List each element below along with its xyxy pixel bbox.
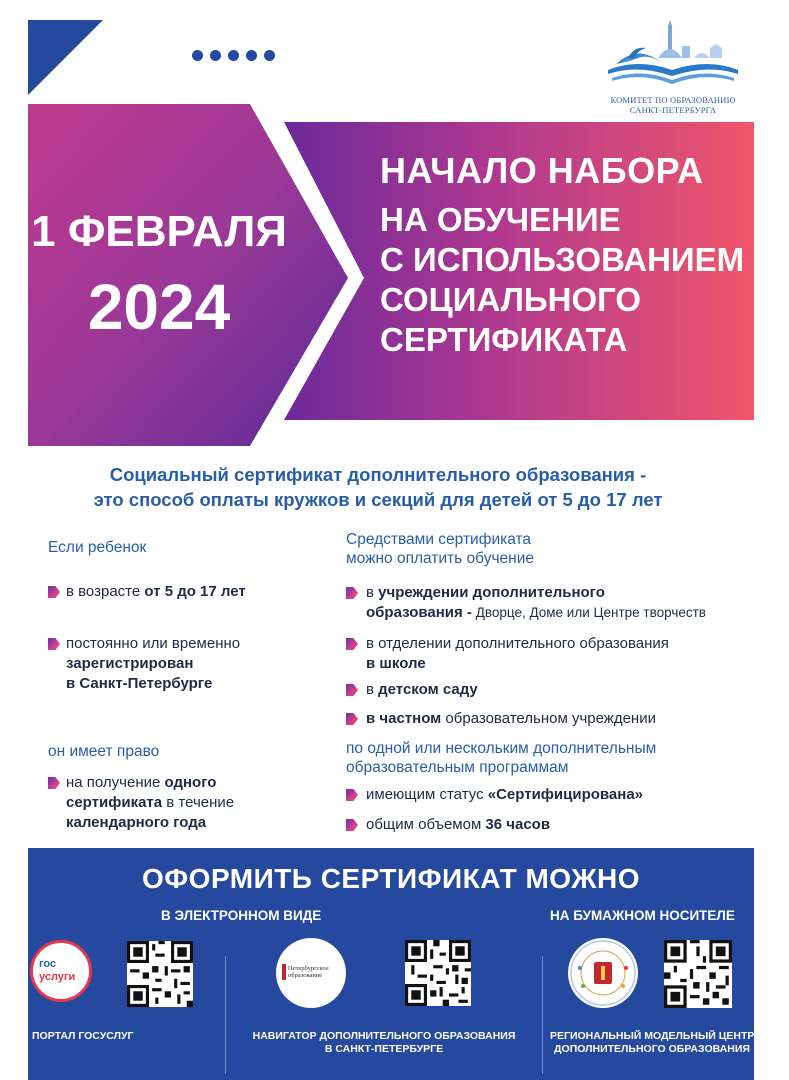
electronic-label: В ЭЛЕКТРОННОМ ВИДЕ <box>161 908 322 923</box>
divider <box>542 956 543 1074</box>
intro-line2: это способ оплаты кружков и секций для детей от 5 до 17 лет <box>93 489 663 510</box>
committee-name-line1: КОМИТЕТ ПО ОБРАЗОВАНИЮ <box>610 95 736 105</box>
caption-regional-center: РЕГИОНАЛЬНЫЙ МОДЕЛЬНЫЙ ЦЕНТР ДОПОЛНИТЕЛЬНОГО ОБРАЗОВАНИЯ <box>550 1030 754 1055</box>
right-item-private: в частном образовательном учреждении <box>366 710 656 727</box>
bullet-icon <box>48 777 60 789</box>
bullet-icon <box>346 638 358 650</box>
intro-text <box>48 462 708 512</box>
qr-code-regional-center[interactable] <box>664 940 732 1008</box>
right-item-school: в отделении дополнительного образования в школе <box>366 635 669 672</box>
register-title: ОФОРМИТЬ СЕРТИФИКАТ МОЖНО <box>141 863 640 894</box>
right-item-institution: в учреждении дополнительного образования - Дворце, Доме или Центре творчеств <box>366 584 706 621</box>
paper-label: НА БУМАЖНОМ НОСИТЕЛЕ <box>550 908 735 923</box>
caption-navigator: НАВИГАТОР ДОПОЛНИТЕЛЬНОГО ОБРАЗОВАНИЯ В САНКТ-ПЕТЕРБУРГЕ <box>252 1030 516 1055</box>
bullet-icon <box>346 819 358 831</box>
bullet-icon <box>346 587 358 599</box>
left-heading-if-child: Если ребенок <box>48 539 147 556</box>
gosuslugi-logo <box>30 940 92 1002</box>
gosuslugi-logo-line1: гос <box>39 958 57 970</box>
qr-code-navigator[interactable] <box>405 940 471 1006</box>
register-section <box>28 848 754 1080</box>
spb-logo-line1: Петербургское <box>288 965 329 972</box>
bullet-icon <box>346 684 358 696</box>
bullet-icon <box>346 789 358 801</box>
right-heading-programs: по одной или нескольким дополнительным образовательным программам <box>346 740 657 776</box>
bullet-icon <box>48 586 60 598</box>
intro-line1: Социальный сертификат дополнительного образования - <box>109 464 647 485</box>
left-item-age: в возрасте от 5 до 17 лет <box>66 583 246 600</box>
caption-gosuslugi: ПОРТАЛ ГОСУСЛУГ <box>32 1030 134 1042</box>
banner-heading-top: НАЧАЛО НАБОРА <box>380 150 704 191</box>
right-item-kindergarten: в детском саду <box>366 681 478 698</box>
right-heading-payment: Средствами сертификата можно оплатить обучение <box>346 531 534 567</box>
bullet-icon <box>346 713 358 725</box>
banner-heading-line2: С ИСПОЛЬЗОВАНИЕМ <box>380 241 745 278</box>
corner-triangle <box>28 20 103 95</box>
decor-dots <box>192 50 275 61</box>
bullet-icon <box>48 638 60 650</box>
left-item-certificate: на получение одного сертификата в течение календарного года <box>66 774 235 831</box>
right-item-hours: общим объемом 36 часов <box>366 816 551 833</box>
spb-logo-line2: образование <box>288 972 323 979</box>
banner-heading-line4: СЕРТИФИКАТА <box>380 321 628 358</box>
committee-name-line2: САНКТ-ПЕТЕРБУРГА <box>629 105 717 115</box>
qr-code-gosuslugi[interactable] <box>127 941 193 1007</box>
start-date: 1 ФЕВРАЛЯ <box>31 207 287 256</box>
left-item-registration: постоянно или временно зарегистрирован в Санкт-Петербурге <box>66 635 241 692</box>
banner-heading-line1: НА ОБУЧЕНИЕ <box>380 201 621 238</box>
banner-heading-line3: СОЦИАЛЬНОГО <box>380 281 642 318</box>
regional-center-emblem <box>568 938 638 1008</box>
start-year: 2024 <box>87 271 231 343</box>
gosuslugi-logo-line2: услуги <box>39 971 76 983</box>
right-item-status: имеющим статус «Сертифицирована» <box>366 786 644 803</box>
left-heading-right: он имеет право <box>48 743 160 760</box>
divider <box>225 956 226 1074</box>
spb-education-logo <box>276 938 346 1008</box>
banner-heading <box>380 200 754 360</box>
